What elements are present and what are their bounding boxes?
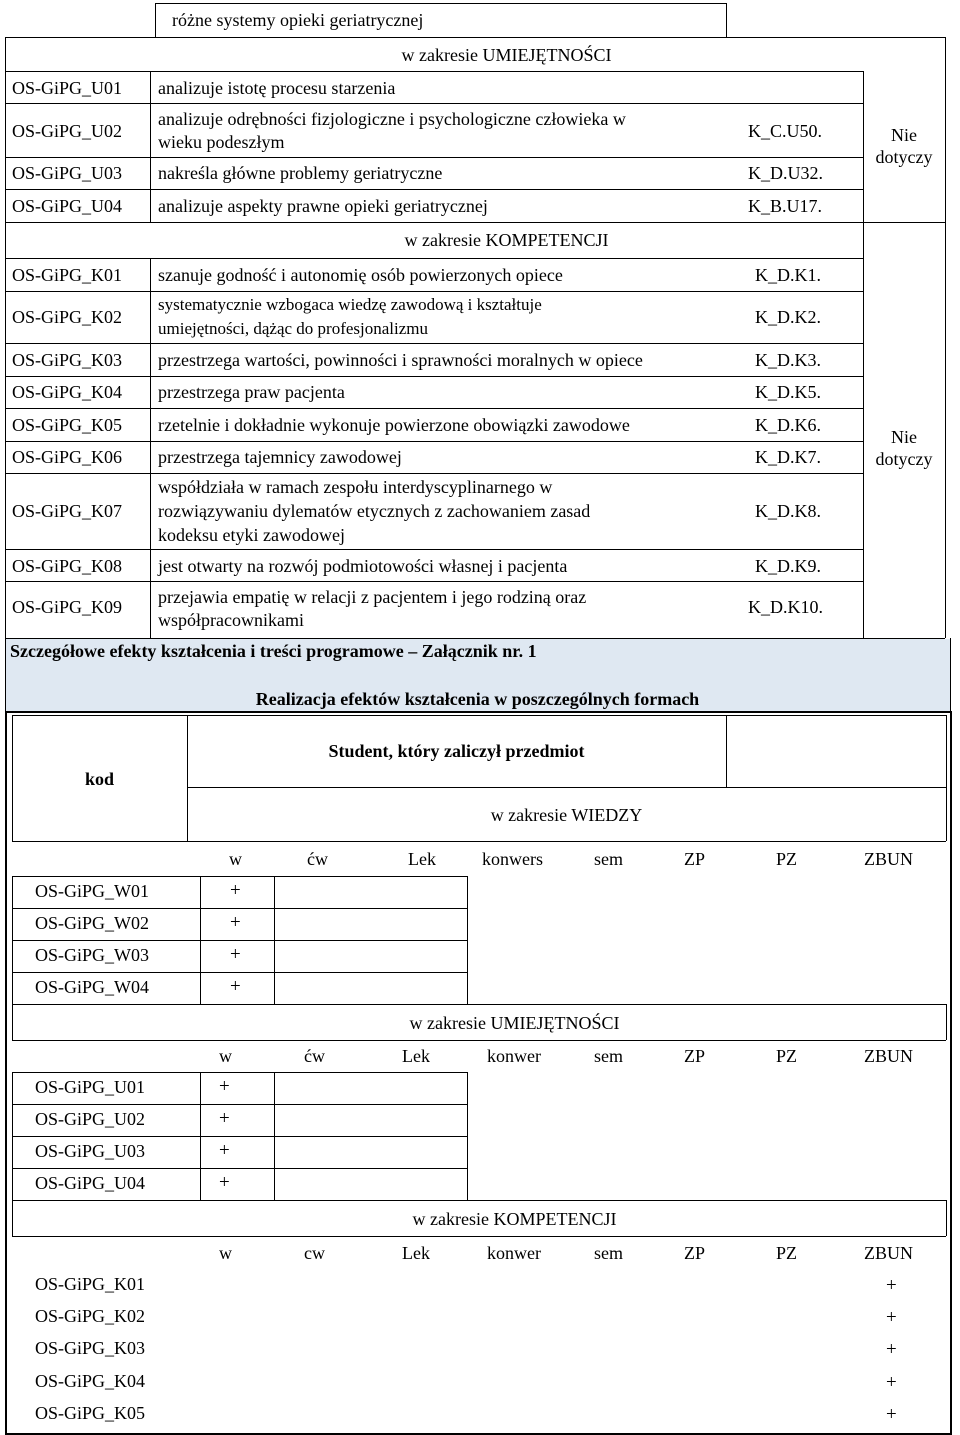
desc-k08: jest otwarty na rozwój podmiotowości własnej i pacjenta — [158, 556, 568, 576]
komp-col-sem: sem — [594, 1243, 623, 1263]
nie-dotyczy-2: Nie dotyczy — [875, 427, 933, 469]
wiedzy-col-sem: sem — [594, 849, 623, 869]
umiej-header: w zakresie UMIEJĘTNOŚCI — [409, 1013, 620, 1033]
ref-k09: K_D.K10. — [748, 597, 823, 617]
desc-u02-line2: wieku podeszłym — [158, 132, 285, 152]
komp-col-lek: Lek — [402, 1243, 430, 1263]
ref-k03: K_D.K3. — [755, 350, 821, 370]
code-k05: OS-GiPG_K05 — [12, 415, 123, 435]
desc-u01: analizuje istotę procesu starzenia — [158, 78, 396, 98]
komp-code-k03: OS-GiPG_K03 — [35, 1338, 146, 1358]
komp-col-cw: cw — [304, 1243, 325, 1263]
ref-k04: K_D.K5. — [755, 382, 821, 402]
komp-mark-k03: + — [886, 1339, 897, 1360]
komp-col-pz: PZ — [776, 1243, 798, 1263]
ref-k06: K_D.K7. — [755, 447, 821, 467]
code-k09: OS-GiPG_K09 — [12, 597, 123, 617]
desc-k01: szanuje godność i autonomię osób powierzonych opiece — [158, 265, 563, 285]
umiej-col-zbun: ZBUN — [864, 1046, 913, 1066]
komp-code-k04: OS-GiPG_K04 — [35, 1371, 146, 1391]
ref-u-2: K_D.U32. — [748, 163, 823, 183]
ref-u-3: K_B.U17. — [748, 196, 823, 216]
kod-header: kod — [84, 769, 115, 789]
komp-mark-k04: + — [886, 1372, 897, 1393]
umiej-mark-u03: + — [219, 1140, 230, 1161]
umiej-col-zp: ZP — [684, 1046, 706, 1066]
umiej-code-u02: OS-GiPG_U02 — [35, 1109, 146, 1129]
komp-mark-k05: + — [886, 1404, 897, 1425]
wiedzy-header: w zakresie WIEDZY — [490, 805, 643, 825]
umiej-mark-u04: + — [219, 1172, 230, 1193]
umiej-code-u01: OS-GiPG_U01 — [35, 1077, 146, 1097]
umiej-col-pz: PZ — [776, 1046, 798, 1066]
wiedzy-mark-w03: + — [230, 944, 241, 965]
wiedzy-mark-w02: + — [230, 912, 241, 933]
wiedzy-col-pz: PZ — [776, 849, 798, 869]
nie-dotyczy-1: Nie dotyczy — [875, 125, 933, 167]
wiedzy-code-w04: OS-GiPG_W04 — [35, 977, 150, 997]
desc-k09-line1: przejawia empatię w relacji z pacjentem i jego rodziną oraz — [158, 587, 587, 607]
code-k07: OS-GiPG_K07 — [12, 501, 123, 521]
ref-k07: K_D.K8. — [755, 501, 821, 521]
desc-k02-line1: systematycznie wzbogaca wiedzę zawodową i kształtuje — [158, 295, 542, 314]
ref-k05: K_D.K6. — [755, 415, 821, 435]
code-k06: OS-GiPG_K06 — [12, 447, 123, 467]
szczegolowe-label: Szczegółowe efekty kształcenia i treści programowe – Załącznik nr. 1 — [10, 641, 537, 661]
umiej-mark-u02: + — [219, 1108, 230, 1129]
umiej-col-konwer: konwer — [487, 1046, 541, 1066]
desc-k07-line1: współdziała w ramach zespołu interdyscyplinarnego w — [158, 477, 553, 497]
komp-mark-k01: + — [886, 1275, 897, 1296]
desc-k06: przestrzega tajemnicy zawodowej — [158, 447, 402, 467]
wiedzy-code-w01: OS-GiPG_W01 — [35, 881, 150, 901]
komp-header: w zakresie KOMPETENCJI — [412, 1209, 617, 1229]
code-u01: OS-GiPG_U01 — [12, 78, 123, 98]
umiej-col-sem: sem — [594, 1046, 623, 1066]
wiedzy-col-konwers: konwers — [482, 849, 543, 869]
code-u04: OS-GiPG_U04 — [12, 196, 123, 216]
kompetencje-header: w zakresie KOMPETENCJI — [404, 230, 609, 250]
wiedzy-mark-w01: + — [230, 880, 241, 901]
desc-u04: analizuje aspekty prawne opieki geriatrycznej — [158, 196, 488, 216]
wiedzy-col-lek: Lek — [408, 849, 436, 869]
komp-code-k05: OS-GiPG_K05 — [35, 1403, 146, 1423]
ref-k01: K_D.K1. — [755, 265, 821, 285]
komp-col-zbun: ZBUN — [864, 1243, 913, 1263]
umiej-mark-u01: + — [219, 1076, 230, 1097]
wiedzy-col-zbun: ZBUN — [864, 849, 913, 869]
umiej-col-cw: ćw — [304, 1046, 325, 1066]
komp-code-k01: OS-GiPG_K01 — [35, 1274, 146, 1294]
umiej-code-u03: OS-GiPG_U03 — [35, 1141, 146, 1161]
desc-k07-line2: rozwiązywaniu dylematów etycznych z zachowaniem zasad — [158, 501, 591, 521]
desc-k03: przestrzega wartości, powinności i sprawności moralnych w opiece — [158, 350, 643, 370]
wiedzy-col-w: w — [229, 849, 242, 869]
komp-col-konwer: konwer — [487, 1243, 541, 1263]
umiejetnosci-header: w zakresie UMIEJĘTNOŚCI — [401, 45, 612, 65]
desc-k02-line2: umiejętności, dążąc do profesjonalizmu — [158, 319, 429, 338]
code-k08: OS-GiPG_K08 — [12, 556, 123, 576]
wiedzy-code-w03: OS-GiPG_W03 — [35, 945, 150, 965]
ref-u-1: K_C.U50. — [748, 121, 823, 141]
wiedzy-col-zp: ZP — [684, 849, 706, 869]
komp-mark-k02: + — [886, 1307, 897, 1328]
desc-k05: rzetelnie i dokładnie wykonuje powierzone obowiązki zawodowe — [158, 415, 630, 435]
code-k01: OS-GiPG_K01 — [12, 265, 123, 285]
desc-u02-line1: analizuje odrębności fizjologiczne i psychologiczne człowieka w — [158, 109, 626, 129]
ref-k08: K_D.K9. — [755, 556, 821, 576]
realizacja-title: Realizacja efektów kształcenia w poszczególnych formach — [255, 689, 700, 709]
komp-code-k02: OS-GiPG_K02 — [35, 1306, 146, 1326]
komp-col-zp: ZP — [684, 1243, 706, 1263]
desc-u03: nakreśla główne problemy geriatryczne — [158, 163, 443, 183]
umiej-col-w: w — [219, 1046, 232, 1066]
desc-k09-line2: współpracownikami — [158, 610, 304, 630]
komp-col-w: w — [219, 1243, 232, 1263]
code-u02: OS-GiPG_U02 — [12, 121, 123, 141]
code-k03: OS-GiPG_K03 — [12, 350, 123, 370]
code-u03: OS-GiPG_U03 — [12, 163, 123, 183]
code-k02: OS-GiPG_K02 — [12, 307, 123, 327]
wiedzy-code-w02: OS-GiPG_W02 — [35, 913, 150, 933]
desc-k07-line3: kodeksu etyki zawodowej — [158, 525, 345, 545]
wiedzy-col-cw: ćw — [307, 849, 328, 869]
desc-k04: przestrzega praw pacjenta — [158, 382, 345, 402]
student-header: Student, który zaliczył przedmiot — [328, 741, 585, 761]
code-k04: OS-GiPG_K04 — [12, 382, 123, 402]
wiedzy-mark-w04: + — [230, 976, 241, 997]
umiej-col-lek: Lek — [402, 1046, 430, 1066]
umiej-code-u04: OS-GiPG_U04 — [35, 1173, 146, 1193]
first-row-text: różne systemy opieki geriatrycznej — [172, 10, 424, 30]
ref-k02: K_D.K2. — [755, 307, 821, 327]
